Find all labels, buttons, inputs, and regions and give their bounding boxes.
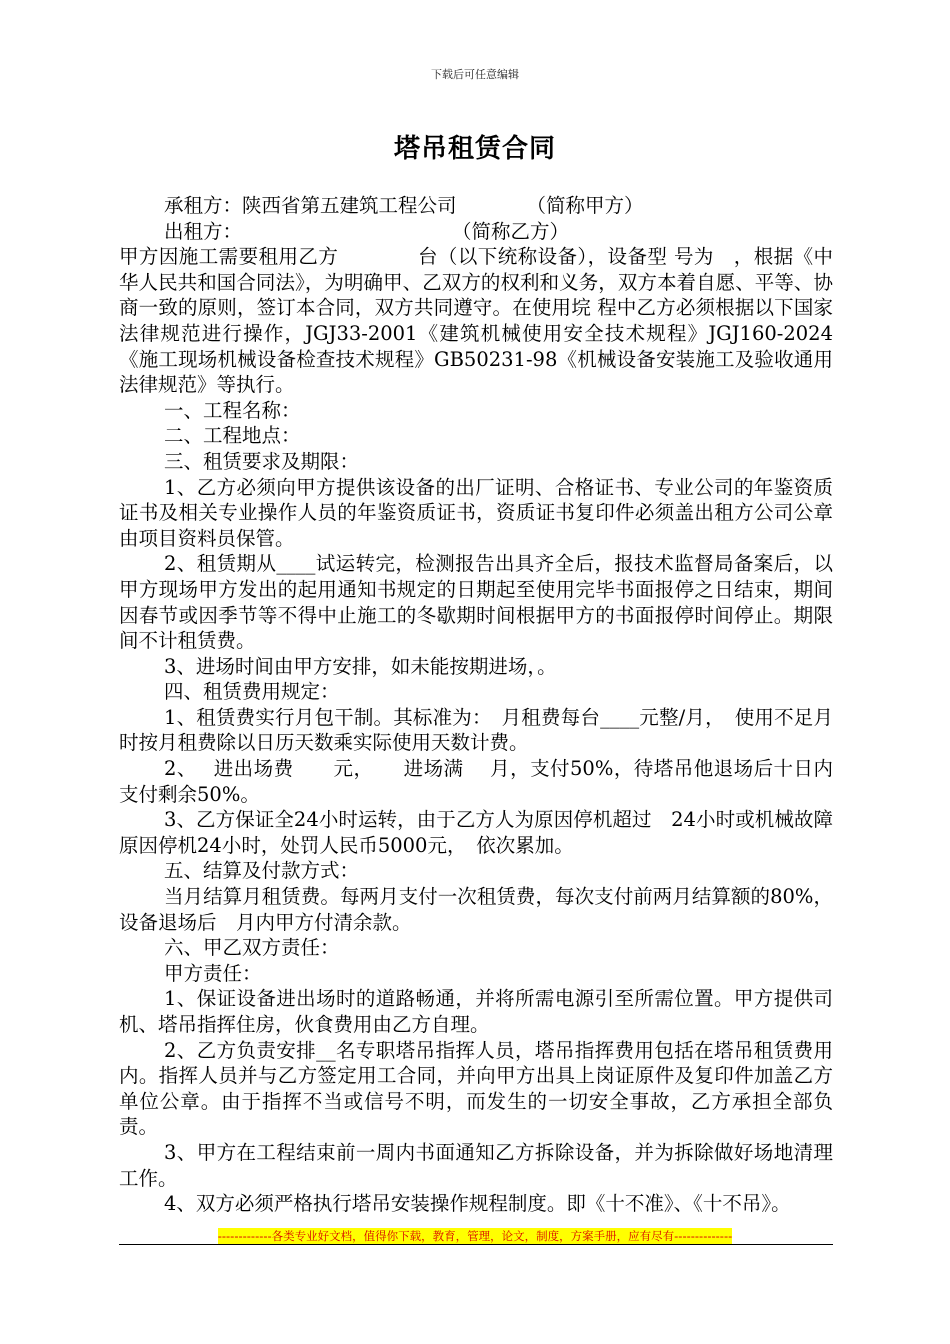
document-title: 塔吊租赁合同	[393, 134, 556, 164]
lessor-line	[119, 219, 833, 245]
clause-paragraph: 4、双方必须严格执行塔吊安装操作规程制度。即《十不准》、《十不吊》。	[164, 1192, 791, 1216]
clause-paragraph: 2、租赁期从____试运转完，检测报告出具齐全后，报技术监督局备案后，以甲方现场甲方发出的起用通知书规定的日期起至使用完毕书面报停之日结束，期间因春节或因季节等不得中止施工的冬歇期时间根据甲方的书面报停时间停止。期限间不计租赁费。	[119, 552, 833, 653]
intro-paragraph: 甲方因施工需要租用乙方 台（以下统称设备），设备型 号为 ，根据《中华人民共和国合同法》，为明确甲、乙双方的权利和义务，双方本着自愿、平等、协商一致的原则，签订本合同，双方共同遵守。在使用垸 程中乙方必须根据以下国家法律规范进行操作，JGJ33-2001《建筑机械使用安全技术规程》JGJ160-2024《施工现场机械设备检查技术规程》GB50231-98《机械设备安装施工及验收通用法律规范》等执行。	[119, 245, 833, 397]
lessor-label: 出租方：	[164, 219, 243, 243]
footer-banner-text: -------------各类专业好文档，值得你下载，教育，管理，论文，制度，方案手册，应有尽有--------------	[217, 1229, 733, 1243]
clause-paragraph: 2、乙方负责安排__名专职塔吊指挥人员，塔吊指挥费用包括在塔吊租赁费用内。指挥人员并与乙方签定用工合同，并向甲方出具上岗证原件及复印件加盖乙方单位公章。由于指挥不当或信号不明，而发生的一切安全事故，乙方承担全部负责。	[119, 1038, 833, 1139]
clause-paragraph: 当月结算月租赁费。每两月支付一次租赁费，每次支付前两月结算额的80%，设备退场后 月内甲方付清余款。	[119, 885, 833, 934]
section-heading: 五、结算及付款方式：	[164, 859, 360, 883]
clause-paragraph: 2、 进出场费 元， 进场满 月，支付50%，待塔吊他退场后十日内支付剩余50%。	[119, 757, 833, 806]
clause-paragraph: 1、乙方必须向甲方提供该设备的出厂证明、合格证书、专业公司的年鉴资质证书及相关专业操作人员的年鉴资质证书，资质证书复印件必须盖出租方公司公章由项目资料员保管。	[119, 475, 833, 550]
lessee-line	[119, 193, 833, 219]
footer-banner	[0, 1228, 950, 1243]
clause-paragraph: 1、租赁费实行月包干制。其标准为： 月租费每台____元整/月， 使用不足月时按月租费除以日历天数乘实际使用天数计费。	[119, 705, 833, 755]
section-heading: 三、租赁要求及期限：	[164, 449, 360, 473]
contract-body	[119, 193, 833, 1217]
subsection-heading: 甲方责任：	[164, 961, 262, 985]
section-heading: 二、工程地点：	[164, 424, 301, 448]
clause-paragraph: 3、进场时间由甲方安排，如未能按期进场，。	[164, 654, 557, 678]
section-heading: 四、租赁费用规定：	[164, 680, 340, 704]
section-heading: 六、甲乙双方责任：	[164, 936, 340, 960]
clause-paragraph: 1、保证设备进出场时的道路畅通，并将所需电源引至所需位置。甲方提供司机、塔吊指挥住房，伙食费用由乙方自理。	[119, 987, 833, 1036]
lessee-suffix: （简称甲方）	[526, 194, 644, 217]
lessee-label: 承租方：陕西省第五建筑工程公司	[164, 194, 457, 217]
clause-paragraph: 3、乙方保证全24小时运转，由于乙方人为原因停机超过 24小时或机械故障原因停机24小时，处罚人民币5000元， 依次累加。	[119, 808, 833, 857]
lessor-suffix: （简称乙方）	[452, 219, 570, 243]
footer-divider	[119, 1244, 833, 1245]
clause-paragraph: 3、甲方在工程结束前一周内书面通知乙方拆除设备，并为拆除做好场地清理工作。	[119, 1140, 833, 1190]
header-note: 下载后可任意编辑	[431, 68, 519, 81]
section-heading: 一、工程名称：	[164, 398, 301, 422]
